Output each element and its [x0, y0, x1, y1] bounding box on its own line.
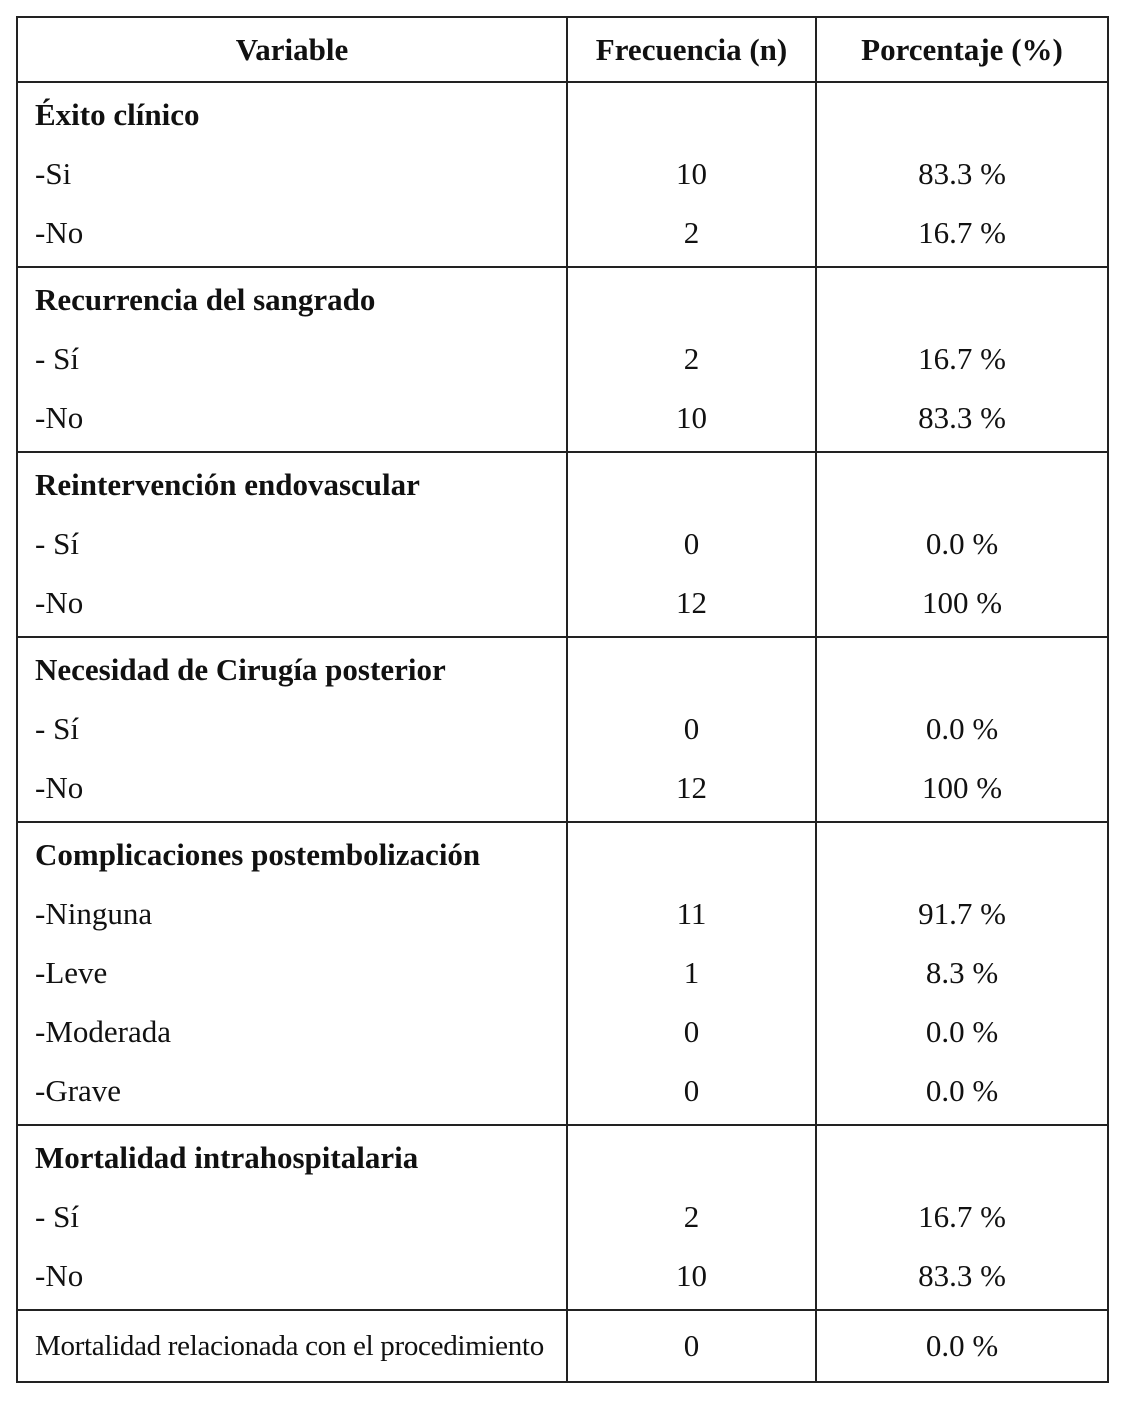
row-frequency: 10 — [676, 156, 707, 191]
results-table — [16, 16, 1109, 1383]
header-frequency: Frecuencia (n) — [567, 17, 816, 82]
row-percentage: 0.0 % — [925, 526, 999, 561]
row-frequency: 11 — [676, 896, 707, 931]
row-percentage: 83.3 % — [918, 400, 1006, 435]
section-mortalidad-intrahospitalaria — [17, 1125, 1108, 1310]
row-frequency: 12 — [676, 770, 707, 805]
section-exito-clinico — [17, 82, 1108, 267]
section-reintervencion-endovascular — [17, 452, 1108, 637]
final-percentage: 0.0 % — [925, 1328, 999, 1363]
row-percentage: 100 % — [921, 585, 1003, 620]
row-label: -No — [35, 585, 84, 620]
section-title: Necesidad de Cirugía posterior — [35, 652, 446, 687]
row-frequency: 0 — [683, 711, 700, 746]
row-frequency: 1 — [683, 955, 700, 990]
section-title: Recurrencia del sangrado — [35, 282, 376, 317]
final-label: Mortalidad relacionada con el procedimiento — [35, 1330, 544, 1362]
row-percentage: 16.7 % — [918, 341, 1006, 376]
row-frequency: 12 — [676, 585, 707, 620]
row-label: -No — [35, 770, 84, 805]
row-percentage: 0.0 % — [925, 1073, 999, 1108]
header-percentage: Porcentaje (%) — [816, 17, 1108, 82]
row-frequency: 2 — [683, 1199, 700, 1234]
row-frequency: 2 — [683, 341, 700, 376]
row-label: -Si — [35, 156, 72, 191]
row-percentage: 16.7 % — [918, 215, 1006, 250]
header-variable: Variable — [17, 17, 567, 82]
row-label: -Grave — [35, 1073, 122, 1108]
row-frequency: 0 — [683, 1073, 700, 1108]
section-title: Complicaciones postembolización — [35, 837, 481, 872]
row-percentage: 83.3 % — [918, 1258, 1006, 1293]
row-percentage: 8.3 % — [925, 955, 999, 990]
section-title: Mortalidad intrahospitalaria — [35, 1140, 419, 1175]
row-label: -Moderada — [35, 1014, 171, 1049]
row-percentage: 0.0 % — [925, 1014, 999, 1049]
section-title: Éxito clínico — [35, 97, 200, 132]
section-recurrencia-sangrado — [17, 267, 1108, 452]
section-title: Reintervención endovascular — [35, 467, 420, 502]
row-percentage: 83.3 % — [918, 156, 1006, 191]
row-frequency: 0 — [683, 526, 700, 561]
row-percentage: 91.7 % — [918, 896, 1006, 931]
row-frequency: 10 — [676, 1258, 707, 1293]
row-mortalidad-procedimiento — [17, 1310, 1108, 1382]
row-percentage: 16.7 % — [918, 1199, 1006, 1234]
row-label: - Sí — [35, 526, 79, 561]
row-label: - Sí — [35, 341, 79, 376]
final-frequency: 0 — [683, 1328, 700, 1363]
row-label: -No — [35, 1258, 84, 1293]
section-necesidad-cirugia — [17, 637, 1108, 822]
row-frequency: 0 — [683, 1014, 700, 1049]
row-percentage: 0.0 % — [925, 711, 999, 746]
row-label: -Ninguna — [35, 896, 153, 931]
row-label: -Leve — [35, 955, 108, 990]
row-label: -No — [35, 400, 84, 435]
row-frequency: 10 — [676, 400, 707, 435]
header-row — [17, 17, 1108, 82]
row-label: - Sí — [35, 1199, 79, 1234]
row-frequency: 2 — [683, 215, 700, 250]
row-percentage: 100 % — [921, 770, 1003, 805]
section-complicaciones — [17, 822, 1108, 1125]
row-label: - Sí — [35, 711, 79, 746]
row-label: -No — [35, 215, 84, 250]
